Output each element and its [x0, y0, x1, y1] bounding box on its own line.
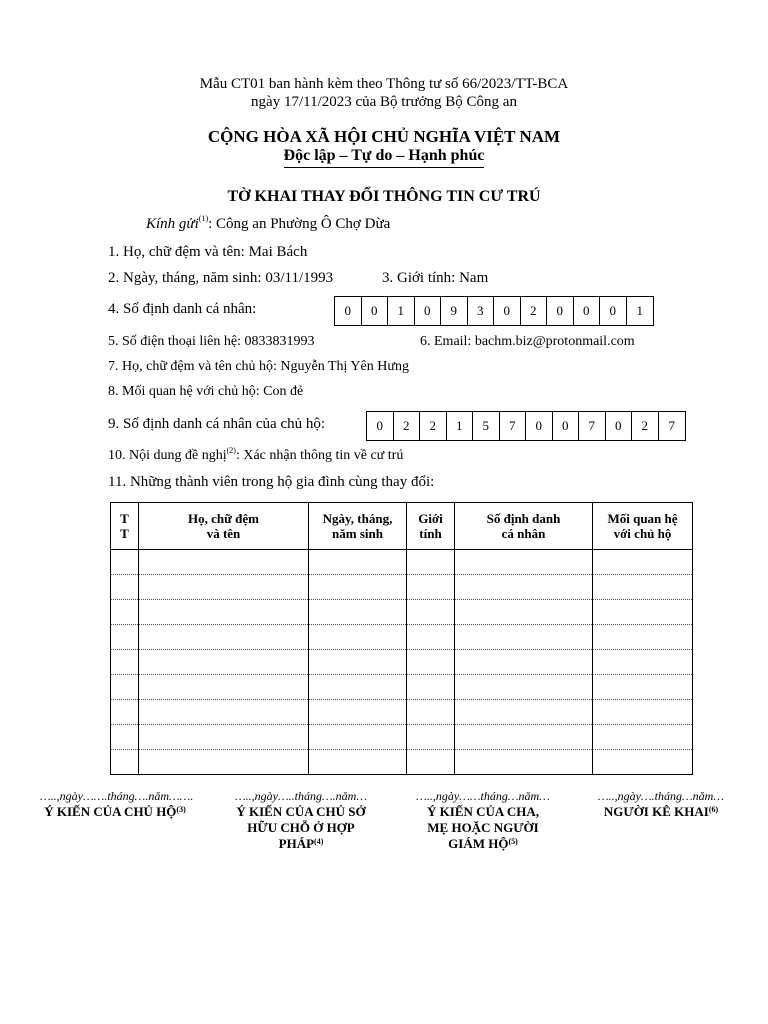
footnote-5: (5): [508, 837, 518, 846]
table-header-row: [111, 503, 693, 550]
personal-id-digit: 0: [600, 297, 627, 325]
signature-title: Ý KIẾN CỦA CHỦ HỘ: [44, 804, 177, 819]
personal-id-digit: 1: [636, 303, 643, 318]
table-cell: [111, 725, 139, 750]
table-cell: [309, 750, 407, 775]
q10-label: 10. Nội dung đề nghị: [108, 448, 227, 463]
q4-id-label: 4. Số định danh cá nhân:: [108, 301, 257, 317]
table-cell: [309, 625, 407, 650]
personal-id-digit: 0: [362, 297, 389, 325]
members-table: [110, 502, 693, 775]
q10-value: : Xác nhận thông tin về cư trú: [235, 448, 404, 463]
table-cell: [111, 550, 139, 575]
q6-email: 6. Email: bachm.biz@protonmail.com: [420, 334, 635, 349]
q9-id-boxes: [366, 411, 686, 441]
table-cell: [455, 650, 593, 675]
col-header-id-number: Số định danh cá nhân: [455, 503, 593, 550]
table-row: [111, 750, 693, 775]
footnote-4: (4): [314, 837, 324, 846]
footnote-1: (1): [198, 214, 209, 223]
form-code-line: Mẫu CT01 ban hành kèm theo Thông tư số 66/2023/TT-BCA: [199, 76, 569, 92]
signature-date: …..,ngày…..tháng….năm…: [234, 789, 367, 803]
table-cell: [455, 575, 593, 600]
table-cell: [455, 600, 593, 625]
table-cell: [139, 575, 309, 600]
table-cell: [455, 700, 593, 725]
head-id-digit: 7: [579, 412, 606, 440]
table-cell: [455, 625, 593, 650]
personal-id-digit: 3: [468, 297, 495, 325]
q5-phone: 5. Số điện thoại liên hệ: 0833831993: [108, 334, 315, 349]
form-issued-line: ngày 17/11/2023 của Bộ trưởng Bộ Công an: [251, 94, 517, 110]
table-cell: [111, 700, 139, 725]
table-row: [111, 575, 693, 600]
head-id-digit: 0: [526, 412, 553, 440]
head-id-digit: 2: [394, 412, 421, 440]
table-cell: [407, 550, 455, 575]
table-cell: [593, 550, 693, 575]
table-cell: [139, 650, 309, 675]
table-cell: [407, 650, 455, 675]
table-cell: [593, 575, 693, 600]
q8-relationship: 8. Mối quan hệ với chủ hộ: Con đẻ: [108, 384, 304, 399]
table-cell: [111, 675, 139, 700]
table-cell: [111, 750, 139, 775]
personal-id-digit: 0: [335, 297, 362, 325]
table-row: [111, 625, 693, 650]
table-cell: [111, 575, 139, 600]
head-id-digit: 7: [500, 412, 527, 440]
table-cell: [593, 725, 693, 750]
table-row: [111, 550, 693, 575]
table-cell: [593, 600, 693, 625]
table-row: [111, 675, 693, 700]
q9-head-id-label: 9. Số định danh cá nhân của chủ hộ:: [108, 416, 326, 432]
personal-id-digit: 1: [388, 297, 415, 325]
recipient-line: [146, 216, 390, 233]
footnote-2: (2): [226, 446, 236, 455]
table-cell: [309, 725, 407, 750]
table-cell: [139, 550, 309, 575]
personal-id-digit: 9: [441, 297, 468, 325]
q4-id-boxes: [334, 296, 654, 326]
table-cell: [593, 700, 693, 725]
col-header-birth-date: Ngày, tháng, năm sinh: [309, 503, 407, 550]
signature-title: Ý KIẾN CỦA CHA, MẸ HOẶC NGƯỜI GIÁM HỘ: [427, 804, 539, 851]
q7-household-head: 7. Họ, chữ đệm và tên chủ hộ: Nguyễn Thị Yên Hưng: [108, 359, 409, 374]
table-cell: [139, 675, 309, 700]
form-title: TỜ KHAI THAY ĐỔI THÔNG TIN CƯ TRÚ: [227, 188, 541, 205]
table-cell: [309, 675, 407, 700]
table-cell: [111, 650, 139, 675]
col-header-index: T T: [111, 503, 139, 550]
table-row: [111, 650, 693, 675]
col-header-gender: Giới tính: [407, 503, 455, 550]
q3-gender: 3. Giới tính: Nam: [382, 270, 489, 286]
table-cell: [407, 600, 455, 625]
table-cell: [139, 625, 309, 650]
head-id-digit: 7: [668, 418, 675, 433]
table-cell: [139, 600, 309, 625]
table-cell: [455, 675, 593, 700]
q1-full-name: 1. Họ, chữ đệm và tên: Mai Bách: [108, 244, 308, 260]
nation-heading: CỘNG HÒA XÃ HỘI CHỦ NGHĨA VIỆT NAM: [207, 127, 561, 146]
table-row: [111, 725, 693, 750]
signature-declarant: [586, 789, 736, 820]
q10-request: [108, 448, 403, 464]
table-cell: [407, 675, 455, 700]
footnote-6: (6): [708, 805, 719, 814]
col-header-name: Họ, chữ đệm và tên: [139, 503, 309, 550]
col-header-relationship: Mối quan hệ với chủ hộ: [593, 503, 693, 550]
head-id-digit: 5: [473, 412, 500, 440]
footnote-3: (3): [176, 805, 186, 814]
table-cell: [111, 600, 139, 625]
table-cell: [455, 750, 593, 775]
table-cell: [309, 700, 407, 725]
personal-id-digit: 0: [574, 297, 601, 325]
table-cell: [309, 650, 407, 675]
table-cell: [309, 550, 407, 575]
table-cell: [407, 725, 455, 750]
signature-date: …..,ngày….tháng…năm…: [597, 789, 724, 803]
table-cell: [111, 625, 139, 650]
personal-id-digit: 0: [494, 297, 521, 325]
table-row: [111, 600, 693, 625]
head-id-digit: 2: [420, 412, 447, 440]
head-id-digit: 1: [447, 412, 474, 440]
table-cell: [455, 550, 593, 575]
signature-date: …..,ngày…….tháng….năm…….: [40, 789, 194, 803]
table-row: [111, 700, 693, 725]
head-id-digit: 0: [606, 412, 633, 440]
head-id-digit: 2: [632, 412, 659, 440]
table-cell: [455, 725, 593, 750]
q2-birth-date: 2. Ngày, tháng, năm sinh: 03/11/1993: [108, 270, 334, 286]
table-cell: [139, 750, 309, 775]
table-cell: [407, 575, 455, 600]
q11-members-label: 11. Những thành viên trong hộ gia đình cùng thay đổi:: [108, 474, 435, 490]
recipient-value: : Công an Phường Ô Chợ Dừa: [208, 216, 391, 232]
table-cell: [309, 575, 407, 600]
motto-text: Độc lập – Tự do – Hạnh phúc: [284, 147, 485, 168]
table-cell: [593, 675, 693, 700]
signature-household-head: [40, 789, 194, 820]
personal-id-digit: 2: [521, 297, 548, 325]
recipient-label: Kính gửi: [146, 216, 199, 232]
table-cell: [407, 625, 455, 650]
signature-title: NGƯỜI KÊ KHAI: [603, 804, 709, 819]
signature-property-owner: [226, 789, 376, 852]
table-cell: [593, 750, 693, 775]
head-id-digit: 0: [553, 412, 580, 440]
signature-date: …..,ngày……tháng…năm…: [416, 789, 550, 803]
table-cell: [139, 725, 309, 750]
table-cell: [139, 700, 309, 725]
signature-title: Ý KIẾN CỦA CHỦ SỞ HỮU CHỖ Ở HỢP PHÁP: [236, 804, 366, 851]
motto: [0, 147, 768, 168]
table-cell: [593, 650, 693, 675]
personal-id-digit: 0: [547, 297, 574, 325]
head-id-digit: 0: [367, 412, 394, 440]
table-cell: [593, 625, 693, 650]
table-cell: [407, 750, 455, 775]
table-cell: [407, 700, 455, 725]
personal-id-digit: 0: [415, 297, 442, 325]
signature-parent-guardian: [408, 789, 558, 852]
table-cell: [309, 600, 407, 625]
